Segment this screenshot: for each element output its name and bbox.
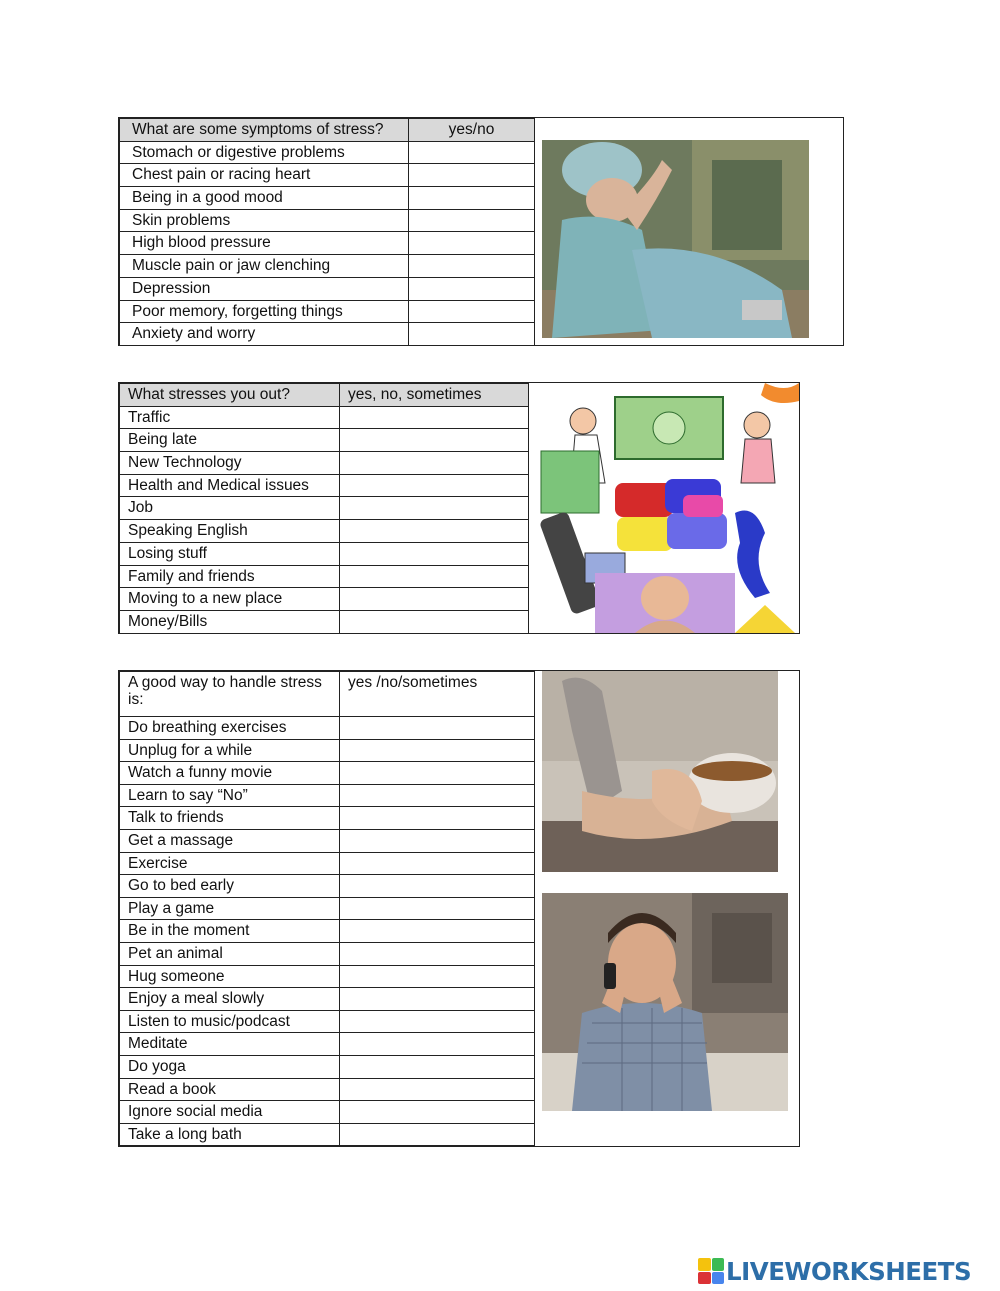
answer-cell[interactable] [340, 1101, 535, 1124]
item-label: Health and Medical issues [120, 474, 340, 497]
table-row [120, 429, 529, 452]
symptoms-table [119, 118, 535, 346]
answer-cell[interactable] [340, 429, 529, 452]
item-label: Do yoga [120, 1055, 340, 1078]
item-label: Do breathing exercises [120, 717, 340, 740]
answer-cell[interactable] [340, 852, 535, 875]
answer-cell[interactable] [340, 807, 535, 830]
table-row [120, 739, 535, 762]
table-row [120, 164, 535, 187]
answer-cell[interactable] [409, 164, 535, 187]
answer-cell[interactable] [409, 255, 535, 278]
item-label: Unplug for a while [120, 739, 340, 762]
answer-cell[interactable] [409, 323, 535, 346]
item-label: Moving to a new place [120, 588, 340, 611]
table-row [120, 610, 529, 633]
item-label: Speaking English [120, 520, 340, 543]
table-row [120, 807, 535, 830]
item-label: Be in the moment [120, 920, 340, 943]
answer-cell[interactable] [409, 277, 535, 300]
table-row [120, 209, 535, 232]
stressors-header: What stresses you out? [120, 384, 340, 407]
answer-cell[interactable] [340, 452, 529, 475]
item-label: Play a game [120, 897, 340, 920]
answer-cell[interactable] [340, 610, 529, 633]
item-label: Being late [120, 429, 340, 452]
item-label: Ignore social media [120, 1101, 340, 1124]
answer-cell[interactable] [340, 588, 529, 611]
table-row [120, 497, 529, 520]
table-row [120, 852, 535, 875]
item-label: High blood pressure [120, 232, 409, 255]
answer-cell[interactable] [409, 232, 535, 255]
item-label: Money/Bills [120, 610, 340, 633]
answer-cell[interactable] [340, 988, 535, 1011]
table-row [120, 588, 529, 611]
answer-cell[interactable] [409, 300, 535, 323]
table-row [120, 920, 535, 943]
table-row [120, 942, 535, 965]
answer-cell[interactable] [340, 1078, 535, 1101]
answer-cell[interactable] [340, 717, 535, 740]
answer-cell[interactable] [340, 897, 535, 920]
answer-cell[interactable] [340, 784, 535, 807]
answer-cell[interactable] [340, 1123, 535, 1146]
item-label: Meditate [120, 1033, 340, 1056]
item-label: Get a massage [120, 829, 340, 852]
brand-mark-icon [698, 1258, 724, 1284]
item-label: Poor memory, forgetting things [120, 300, 409, 323]
liveworksheets-logo [698, 1256, 994, 1286]
table-row [120, 187, 535, 210]
symptoms-answer-header: yes/no [409, 119, 535, 142]
table-row [120, 717, 535, 740]
table-row [120, 474, 529, 497]
item-label: Depression [120, 277, 409, 300]
table-row [120, 875, 535, 898]
stress-collage-illustration [535, 383, 799, 633]
table-row [120, 565, 529, 588]
table-row [120, 1055, 535, 1078]
table-row [120, 323, 535, 346]
table-row [120, 1010, 535, 1033]
answer-cell[interactable] [340, 406, 529, 429]
table-row [120, 452, 529, 475]
coping-section [118, 670, 800, 1147]
table-row [120, 1033, 535, 1056]
answer-cell[interactable] [340, 497, 529, 520]
item-label: Job [120, 497, 340, 520]
coping-answer-header: yes /no/sometimes [340, 672, 535, 717]
table-row [120, 406, 529, 429]
stressors-table [119, 383, 529, 634]
item-label: Enjoy a meal slowly [120, 988, 340, 1011]
table-row [120, 829, 535, 852]
item-label: Go to bed early [120, 875, 340, 898]
table-row [120, 1123, 535, 1146]
item-label: Anxiety and worry [120, 323, 409, 346]
symptoms-section [118, 117, 844, 346]
stressors-section [118, 382, 800, 634]
brand-text: LIVEWORKSHEETS [726, 1256, 972, 1286]
answer-cell[interactable] [340, 920, 535, 943]
answer-cell[interactable] [340, 1055, 535, 1078]
item-label: Exercise [120, 852, 340, 875]
answer-cell[interactable] [340, 965, 535, 988]
table-row [120, 255, 535, 278]
item-label: Muscle pain or jaw clenching [120, 255, 409, 278]
stressed-nurse-photo [542, 140, 809, 338]
symptoms-header: What are some symptoms of stress? [120, 119, 409, 142]
coping-table [119, 671, 535, 1146]
item-label: Being in a good mood [120, 187, 409, 210]
table-row [120, 988, 535, 1011]
item-label: Hug someone [120, 965, 340, 988]
item-label: Chest pain or racing heart [120, 164, 409, 187]
table-row [120, 141, 535, 164]
item-label: Pet an animal [120, 942, 340, 965]
table-row [120, 784, 535, 807]
answer-cell[interactable] [340, 1010, 535, 1033]
item-label: Stomach or digestive problems [120, 141, 409, 164]
table-row [120, 897, 535, 920]
table-row [120, 965, 535, 988]
item-label: Listen to music/podcast [120, 1010, 340, 1033]
answer-cell[interactable] [340, 942, 535, 965]
answer-cell[interactable] [340, 520, 529, 543]
answer-cell[interactable] [409, 141, 535, 164]
answer-cell[interactable] [340, 875, 535, 898]
table-row [120, 762, 535, 785]
item-label: Talk to friends [120, 807, 340, 830]
answer-cell[interactable] [340, 829, 535, 852]
item-label: Losing stuff [120, 542, 340, 565]
table-row [120, 1078, 535, 1101]
item-label: Traffic [120, 406, 340, 429]
relaxing-tea-photo [542, 671, 778, 872]
item-label: Family and friends [120, 565, 340, 588]
item-label: New Technology [120, 452, 340, 475]
item-label: Take a long bath [120, 1123, 340, 1146]
answer-cell[interactable] [340, 542, 529, 565]
table-row [120, 300, 535, 323]
answer-cell[interactable] [340, 565, 529, 588]
item-label: Read a book [120, 1078, 340, 1101]
table-row [120, 520, 529, 543]
item-label: Skin problems [120, 209, 409, 232]
answer-cell[interactable] [340, 474, 529, 497]
answer-cell[interactable] [340, 739, 535, 762]
table-row [120, 1101, 535, 1124]
table-row [120, 232, 535, 255]
item-label: Watch a funny movie [120, 762, 340, 785]
answer-cell[interactable] [340, 1033, 535, 1056]
anxious-man-photo [542, 893, 788, 1111]
stressors-answer-header: yes, no, sometimes [340, 384, 529, 407]
answer-cell[interactable] [409, 187, 535, 210]
answer-cell[interactable] [409, 209, 535, 232]
table-row [120, 277, 535, 300]
answer-cell[interactable] [340, 762, 535, 785]
item-label: Learn to say “No” [120, 784, 340, 807]
table-row [120, 542, 529, 565]
coping-header: A good way to handle stress is: [120, 672, 340, 717]
